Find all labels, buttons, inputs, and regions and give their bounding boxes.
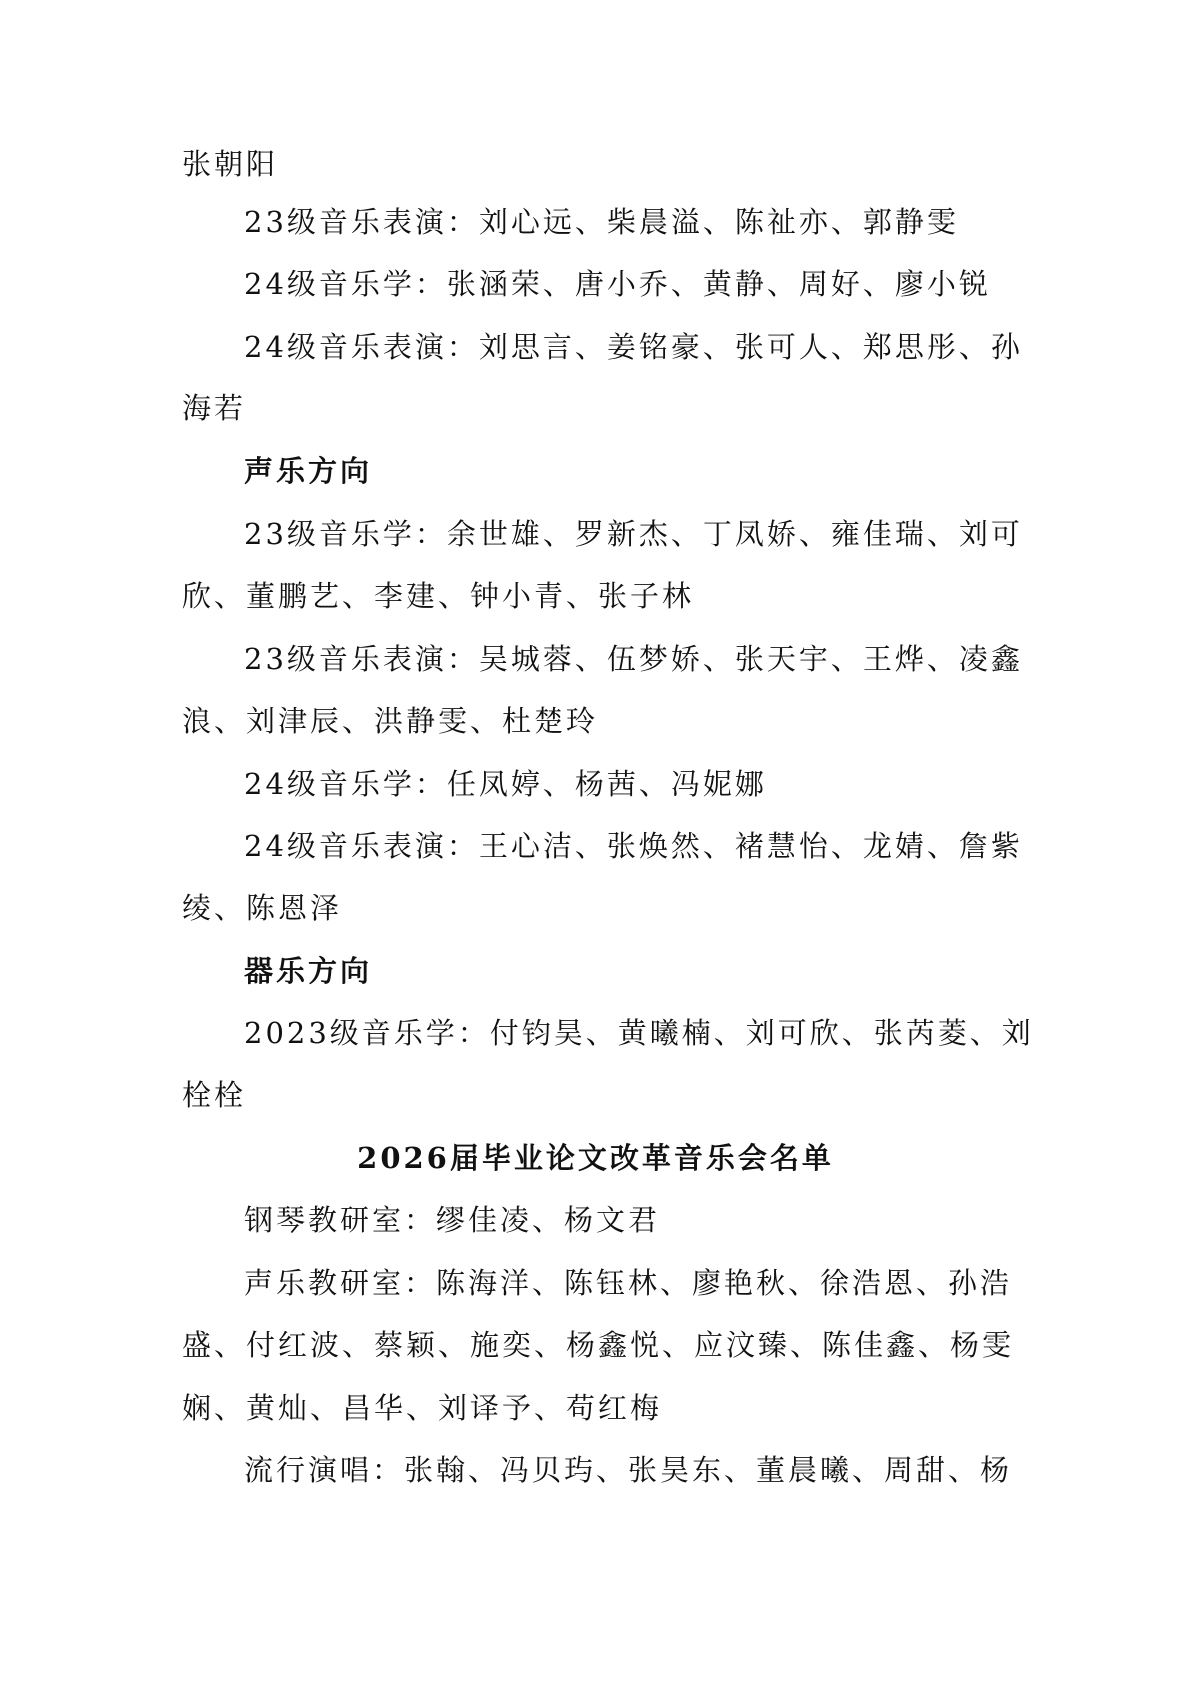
text-line: 23级音乐表演：吴城蓉、伍梦娇、张天宇、王烨、凌鑫	[244, 642, 1023, 676]
text-line: 23级音乐表演：刘心远、柴晨溢、陈祉亦、郭静雯	[244, 205, 959, 239]
text-line: 栓栓	[182, 1078, 247, 1112]
text-line: 欣、董鹏艺、李建、钟小青、张子林	[182, 579, 695, 613]
text-line: 浪、刘津辰、洪静雯、杜楚玲	[182, 704, 599, 738]
document-title: 2026届毕业论文改革音乐会名单	[357, 1141, 834, 1175]
text-line: 海若	[182, 391, 247, 425]
text-line: 钢琴教研室：缪佳凌、杨文君	[244, 1203, 661, 1237]
text-line: 盛、付红波、蔡颖、施奕、杨鑫悦、应汶臻、陈佳鑫、杨雯	[182, 1328, 1015, 1362]
text-line: 流行演唱：张翰、冯贝玙、张昊东、董晨曦、周甜、杨	[244, 1453, 1013, 1487]
text-line: 24级音乐学：任凤婷、杨茜、冯妮娜	[244, 767, 767, 801]
section-heading: 声乐方向	[244, 454, 373, 488]
text-line: 声乐教研室：陈海洋、陈钰林、廖艳秋、徐浩恩、孙浩	[244, 1266, 1013, 1300]
text-line: 绫、陈恩泽	[182, 891, 343, 925]
text-line: 2023级音乐学：付钧昊、黄曦楠、刘可欣、张芮菱、刘	[244, 1016, 1034, 1050]
text-line: 24级音乐表演：王心洁、张焕然、褚慧怡、龙婧、詹紫	[244, 829, 1023, 863]
text-line: 张朝阳	[182, 147, 279, 181]
text-line: 24级音乐表演：刘思言、姜铭豪、张可人、郑思彤、孙	[244, 330, 1023, 364]
text-line: 23级音乐学：余世雄、罗新杰、丁凤娇、雍佳瑞、刘可	[244, 517, 1023, 551]
section-heading: 器乐方向	[244, 954, 373, 988]
text-line: 24级音乐学：张涵荣、唐小乔、黄静、周好、廖小锐	[244, 267, 991, 301]
text-line: 娴、黄灿、昌华、刘译予、苟红梅	[182, 1391, 663, 1425]
